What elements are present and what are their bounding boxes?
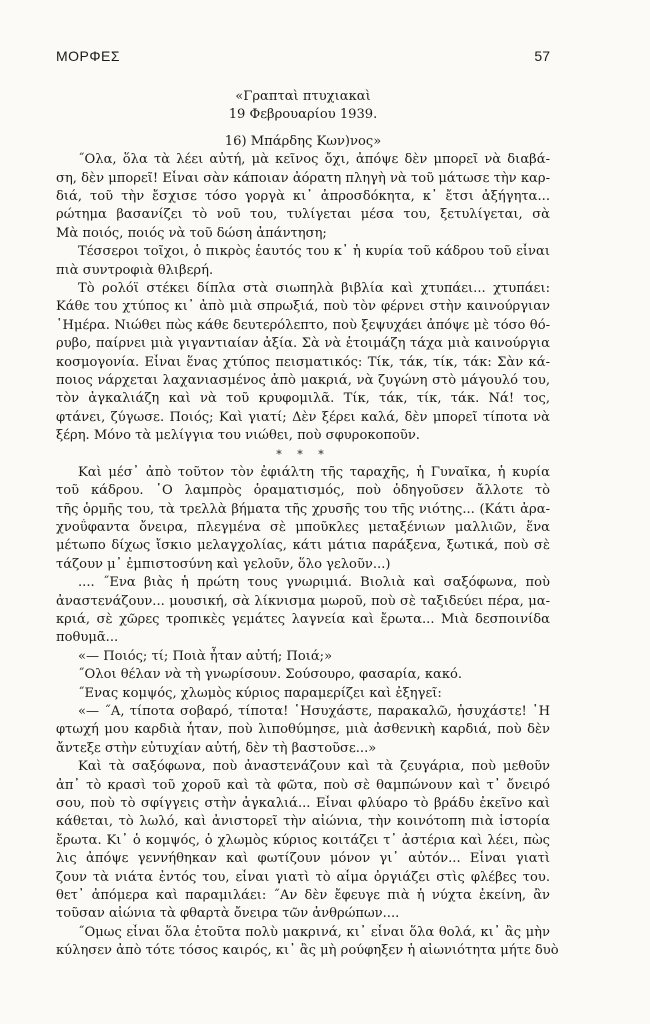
text-line: ρώτημα βασανίζει τὸ νοῦ του, τυλίγεται μέσα του, ξετυλίγεται, σὰ xyxy=(56,207,550,223)
text-line: ζουν τὰ νιάτα ἐντός του, εἶναι γιατὶ τὸ αἷμα ὀργιάζει στὶς φλέβες του. xyxy=(56,869,550,885)
text-line: «— Ποιός; τί; Ποιὰ ἦταν αὐτή; Ποιά;» xyxy=(78,648,333,664)
text-line: ˝Ολοι θέλαν νὰ τὴ γνωρίσουν. Σούσουρο, φασαρία, κακό. xyxy=(78,667,463,683)
text-line: ποθυμᾶ... xyxy=(56,630,119,646)
text-line: Τὸ ρολόϊ στέκει δίπλα στὰ σιωπηλὰ βιβλία καὶ χτυπάει... χτυπάει: xyxy=(78,280,550,296)
text-line: χνοΰφαντα ὄνειρα, πλεγμένα σὲ μποῦκλες μεταξένιων μαλλιῶν, ἕνα xyxy=(56,520,550,536)
text-line: ἄντεξε στὴν εὐτυχίαν αὐτή, δὲν τὴ βαστοῦσε...» xyxy=(56,740,377,756)
text-line: Καὶ τὰ σαξόφωνα, ποὺ ἀναστενάζουν καὶ τὰ ζευγάρια, ποὺ μεθοῦν xyxy=(78,759,550,775)
text-line: τῆς ὁρμῆς του, τὰ τρελλὰ βήματα τῆς χρυσῆς του τῆς νιότης... (Κάτι ἀρα- xyxy=(56,501,550,517)
page-body xyxy=(56,88,559,961)
text-line: τάζουν μ᾿ ἐμπιστοσύνη καὶ γελοῦν, ὅλο γελοῦν...) xyxy=(56,556,391,572)
text-line: σου, ποὺ τὸ σφίγγεις στὴν ἀγκαλιά... Εἶναι φλύαρο τὸ βράδυ ἐκεῖνο καὶ xyxy=(56,796,550,812)
text-line: ˝Ομως εἶναι ὅλα ἐτοῦτα πολὺ μακρινά, κι᾿ εἶναι ὅλα θολά, κι᾿ ἂς μὴν xyxy=(78,924,550,940)
text-line: ρυβο, παίρνει μιὰ γιγαντιαίαν ἀξία. Σὰ νὰ ἑτοιμάζη τάχα μιὰ καινούργια xyxy=(56,336,550,352)
text-line: ῾Ημέρα. Νιώθει πὼς κάθε δευτερόλεπτο, ποὺ ξεψυχάει ἀπόψε μὲ τόσο θό- xyxy=(56,317,550,333)
text-line: κοσμογονία. Εἶναι ἕνας χτύπος πεισματικός: Τίκ, τάκ, τίκ, τάκ: Σὰν κά- xyxy=(56,354,550,370)
text-line: .... ˝Ενα βιὰς ἡ πρώτη τους γνωριμιά. Βιολιὰ καὶ σαξόφωνα, ποὺ xyxy=(78,575,550,591)
text-line: Κάθε του χτύπος κι᾿ ἀπὸ μιὰ σπρωξιά, ποὺ τὸν φέρνει στὴν καινούργιαν xyxy=(56,299,550,315)
text-block xyxy=(56,464,559,961)
text-line: Μὰ ποιός, ποιός νὰ τοῦ δώση ἀπάντηση; xyxy=(56,225,327,241)
text-line: κάθεται, τὸ λωλό, καὶ ἀνιστορεῖ τὴν αἰώνια, τὴν κοινότοπη πιὰ ἱστορία xyxy=(56,814,550,830)
text-line: «— ˝Α, τίποτα σοβαρό, τίποτα! ῾Ησυχάστε, παρακαλῶ, ἡσυχάστε! ῾Η xyxy=(78,704,550,720)
text-line: φτωχή μου καρδιὰ ἦταν, ποὺ λιποθύμησε, μιὰ ἀσθενικὴ καρδιά, ποὺ δὲν xyxy=(56,722,550,738)
text-line: τοῦσαν αἰώνια τὰ φθαρτὰ ὄνειρα τῶν ἀνθρώπων.... xyxy=(56,906,400,922)
text-line: λις ἀπόψε γεννήθηκαν καὶ φωτίζουν μόνον γι᾿ αὐτόν... Εἶναι γιατὶ xyxy=(56,851,550,867)
running-head: ΜΟΡΦΕΣ xyxy=(56,48,121,64)
text-line: τὸν ἀγκαλιάζη καὶ νὰ τοῦ κρυφομιλᾶ. Τίκ, τάκ, τίκ, τάκ. Νά! τος, xyxy=(56,391,550,407)
page-number: 57 xyxy=(534,48,550,64)
section-divider: * * * xyxy=(276,447,330,461)
heading-line: «Γραπταὶ πτυχιακαὶ xyxy=(235,89,371,104)
text-line: ἀπ᾿ τὸ κρασὶ τοῦ χοροῦ καὶ τὰ φῶτα, ποὺ σὲ θαμπώνουν καὶ τ᾿ ὄνειρό xyxy=(56,777,550,793)
text-line: μέτωπο δίχως ἴσκιο μελαγχολίας, κάτι μάτια παράξενα, ξωτικά, ποὺ σὲ xyxy=(56,538,550,554)
text-line: κύλησεν ἀπὸ τότε τόσος καιρός, κι᾿ ἂς μὴ ρούφηξεν ἡ αἰωνιότητα μήτε δυὸ xyxy=(56,943,559,959)
text-line: ˝Ενας κομψός, χλωμὸς κύριος παραμερίζει καὶ ἐξηγεῖ: xyxy=(78,685,442,701)
text-line: ποιος νάρχεται λαχανιασμένος ἀπὸ μακριά, νὰ ζυγώνη στὸ μάγουλό του, xyxy=(56,372,550,388)
text-line: πιὰ συντροφιὰ θλιβερή. xyxy=(56,262,214,278)
text-line: διά, τοῦ τὴν ἔσχισε τόσο γοργὰ κι᾿ ἀπροσδόκητα, κ᾿ ἔτσι ἀξήγητα... xyxy=(56,189,550,204)
text-line: ση, δὲν μπορεῖ! Εἶναι σὰν κάποιαν ἀόρατη πληγὴ νὰ τοῦ μάτωσε τὴν καρ- xyxy=(56,170,550,186)
text-line: ἔρωτα. Κι᾿ ὁ κομψός, ὁ χλωμὸς κύριος κοιτάζει τ᾿ ἀστέρια καὶ λέει, πὼς xyxy=(56,832,550,848)
text-line: θετ᾿ ἀπόμερα καὶ παραμιλάει: ˝Αν δὲν ἔφευγε πιὰ ἡ νύχτα ἐκείνη, ἂν xyxy=(56,888,550,903)
text-line: ἀναστενάζουν... μουσική, σὰ λίκνισμα μωροῦ, ποὺ σὲ ταξιδεύει πέρα, μα- xyxy=(56,593,550,609)
text-line: ˝Ολα, ὅλα τὰ λέει αὐτή, μὰ κεῖνος ὄχι, ἀπόψε δὲν μπορεῖ νὰ διαβά- xyxy=(78,152,550,168)
heading-line: 16) Μπάρδης Κων)νος» xyxy=(224,133,382,149)
text-line: κριά, σὲ χῶρες τροπικὲς γεμάτες λαγνεία καὶ ἔρωτα... Μιὰ δεσποινίδα xyxy=(56,612,550,628)
text-line: Καὶ μέσ᾿ ἀπὸ τοῦτον τὸν ἐφιάλτη τῆς ταραχῆς, ἡ Γυναῖκα, ἡ κυρία xyxy=(78,464,550,480)
text-line: τοῦ κάδρου. ῾Ο λαμπρὸς ὁραματισμός, ποὺ ὁδηγοῦσεν ἄλλοτε τὸ xyxy=(56,483,550,499)
text-line: ξέρη. Μόνο τὰ μελίγγια του νιώθει, ποὺ σφυροκοποῦν. xyxy=(56,428,420,444)
page-header xyxy=(56,48,550,68)
text-line: φτάνει, ζύγωσε. Ποιός; Καὶ γιατί; Δὲν ξέρει καλά, δὲν μπορεῖ τίποτα νὰ xyxy=(56,409,550,425)
text-line: Τέσσεροι τοῖχοι, ὁ πικρὸς ἑαυτός του κ᾿ ἡ κυρία τοῦ κάδρου τοῦ εἶναι xyxy=(78,244,550,260)
heading-line: 19 Φεβρουαρίου 1939. xyxy=(228,107,378,123)
text-block xyxy=(56,151,550,445)
